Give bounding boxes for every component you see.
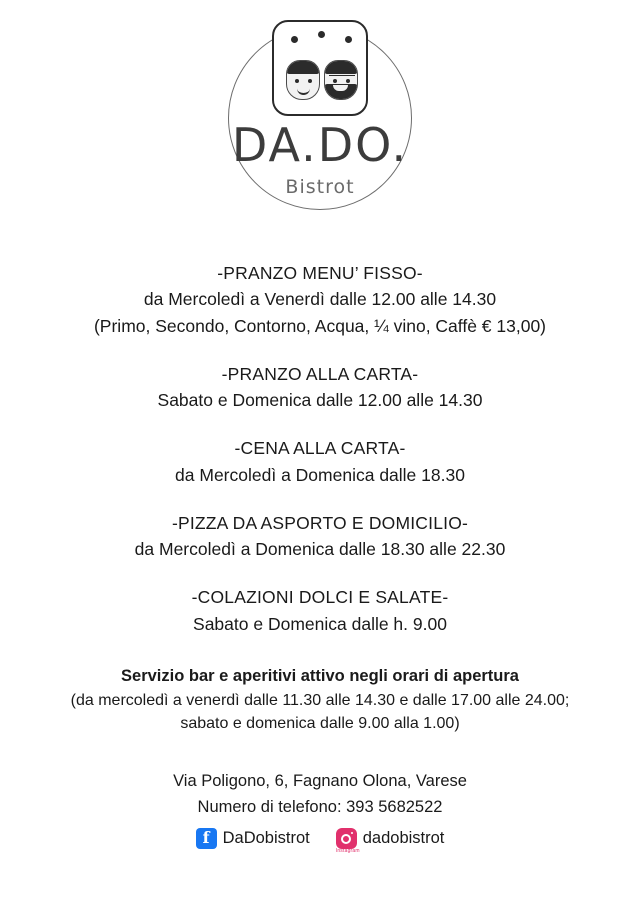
brand-name: DA.DO. <box>231 118 409 172</box>
section-cena-alla-carta <box>20 435 620 488</box>
section-title: -CENA ALLA CARTA- <box>234 438 406 459</box>
face-right-icon <box>324 60 358 100</box>
section-title: -COLAZIONI DOLCI E SALATE- <box>191 587 449 608</box>
section-title: -PRANZO MENU’ FISSO- <box>217 263 423 283</box>
instagram-handle: dadobistrot <box>362 829 445 848</box>
section-title: -PIZZA DA ASPORTO E DOMICILIO- <box>171 512 469 533</box>
eye-shape <box>346 79 350 83</box>
brand-subtitle: Bistrot <box>285 176 355 198</box>
hair-shape <box>286 60 320 74</box>
section-line: Sabato e Domenica dalle h. 9.00 <box>193 613 447 634</box>
eye-shape <box>333 79 337 83</box>
section-line: Sabato e Domenica dalle 12.00 alle 14.30 <box>157 390 483 410</box>
section-line: (Primo, Secondo, Contorno, Acqua, ¼ vino, Caffè € 13,00) <box>93 315 547 336</box>
menu-content <box>20 260 620 855</box>
face-left-icon <box>286 60 320 100</box>
beard-shape <box>324 84 358 100</box>
hair-shape <box>324 60 358 74</box>
mouth-shape <box>297 88 310 95</box>
bar-notice-headline: Servizio bar e aperitivi attivo negli orari di apertura <box>121 666 519 685</box>
bar-notice-line: (da mercoledì a venerdì dalle 11.30 alle 14.30 e dalle 17.00 alle 24.00; <box>70 692 570 710</box>
section-pranzo-menu-fisso <box>20 260 620 339</box>
instagram-icon <box>336 828 357 849</box>
social-row <box>20 828 620 855</box>
instagram-link[interactable] <box>335 828 445 855</box>
dice-pip <box>291 36 298 43</box>
instagram-caption: Instagram <box>335 848 360 855</box>
facebook-link[interactable] <box>196 828 310 849</box>
section-pranzo-alla-carta <box>20 361 620 414</box>
facebook-icon: f <box>196 828 217 849</box>
eye-shape <box>308 79 312 83</box>
eye-shape <box>295 79 299 83</box>
section-pizza-asporto <box>20 510 620 563</box>
contact-block <box>20 768 620 821</box>
address-text: Via Poligono, 6, Fagnano Olona, Varese <box>173 771 467 790</box>
dice-pip <box>318 31 325 38</box>
section-title: -PRANZO ALLA CARTA- <box>221 363 419 384</box>
bar-notice-line: sabato e domenica dalle 9.00 alla 1.00) <box>180 715 460 733</box>
logo-block <box>170 14 470 214</box>
section-colazioni <box>20 584 620 637</box>
bar-notice <box>20 663 620 736</box>
section-line: da Mercoledì a Domenica dalle 18.30 alle 22.30 <box>134 539 506 559</box>
section-line: da Mercoledì a Domenica dalle 18.30 <box>175 464 465 485</box>
section-line: da Mercoledì a Venerdì dalle 12.00 alle 14.30 <box>143 289 497 310</box>
facebook-handle: DaDobistrot <box>222 829 310 848</box>
lip-shape <box>333 85 348 91</box>
dice-pip <box>345 36 352 43</box>
phone-text: Numero di telefono: 393 5682522 <box>197 797 443 816</box>
dice-icon <box>272 20 368 116</box>
